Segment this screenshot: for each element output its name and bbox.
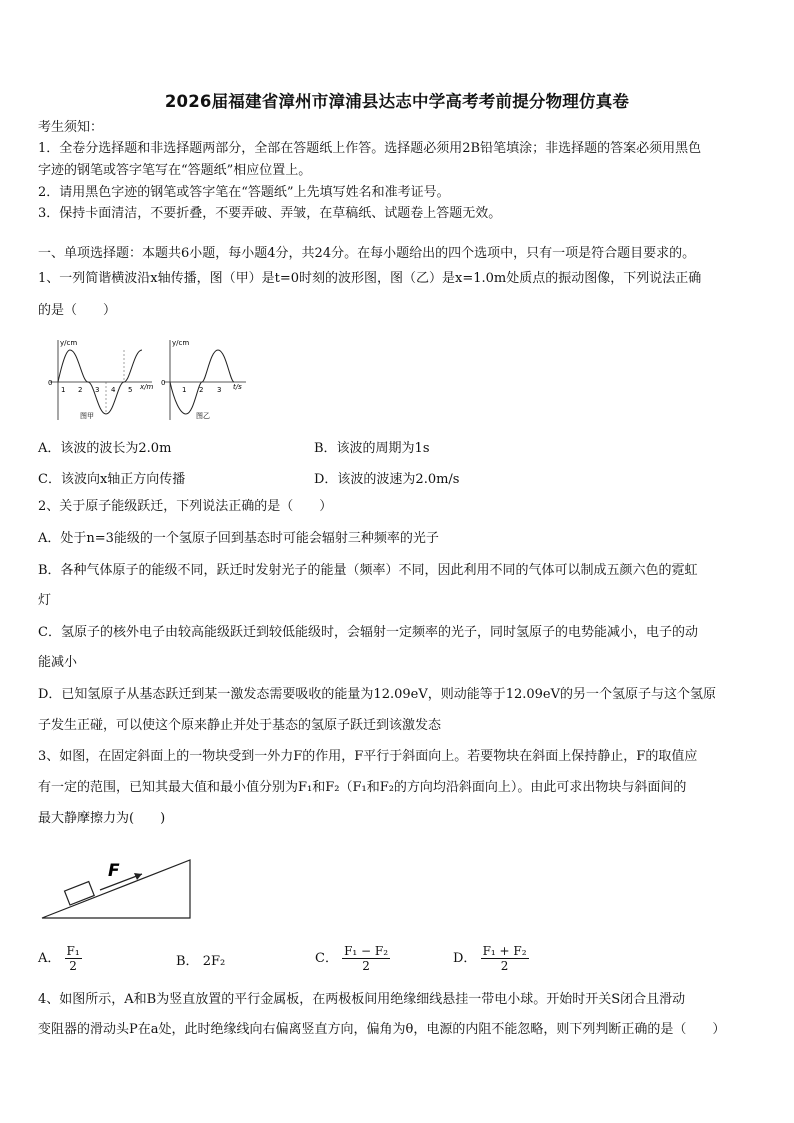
option-d: D．已知氢原子从基态跃迁到某一激发态需要吸收的能量为12.09eV，则动能等于12.09eV的另一个氢原子与这个氢原: [38, 687, 717, 702]
fraction: [481, 944, 529, 973]
force-label: F: [108, 861, 120, 881]
x-tick-label: 2: [78, 386, 83, 394]
question-3-stem: 有一定的范围，已知其最大值和最小值分别为F₁和F₂（F₁和F₂的方向均沿斜面向上）。由此可求出物块与斜面间的: [38, 780, 687, 795]
notice-item: 字迹的钢笔或答字笔写在“答题纸”相应位置上。: [38, 163, 312, 178]
option-d: [453, 944, 529, 973]
question-4-stem: 变阻器的滑动头P在a处，此时绝缘线向右偏离竖直方向，偏角为θ，电源的内阻不能忽略，则下列判断正确的是（ ）: [38, 1022, 726, 1037]
option-b: B．各种气体原子的能级不同，跃迁时发射光子的能量（频率）不同，因此利用不同的气体可以制成五颜六色的霓虹: [38, 563, 698, 578]
t-tick-label: 3: [217, 386, 222, 394]
origin-label: 0: [161, 379, 166, 387]
option-b: B．该波的周期为1s: [314, 441, 430, 456]
question-1-stem: 1、一列简谐横波沿x轴传播，图（甲）是t=0时刻的波形图，图（乙）是x=1.0m处质点的振动图像，下列说法正确: [38, 271, 702, 286]
x-tick-label: 3: [95, 386, 100, 394]
notice-item: 2．请用黑色字迹的钢笔或答字笔在“答题纸”上先填写姓名和准考证号。: [38, 185, 450, 200]
option-letter: D．: [453, 951, 477, 966]
option-a: A．该波的波长为2.0m: [38, 441, 172, 456]
y-axis-label: y/cm: [60, 339, 78, 347]
question-3-stem: 最大静摩擦力为( ): [38, 811, 166, 826]
question-4-stem: 4、如图所示，A和B为竖直放置的平行金属板，在两极板间用绝缘细线悬挂一带电小球。开始时开关S闭合且滑动: [38, 992, 686, 1007]
option-b: [176, 950, 225, 969]
option-c: C．该波向x轴正方向传播: [38, 472, 186, 487]
origin-label: 0: [48, 379, 53, 387]
numerator: F₁ − F₂: [344, 944, 389, 958]
figure-caption: 图乙: [196, 412, 210, 420]
option-d: D．该波的波速为2.0m/s: [314, 472, 460, 487]
y-axis-label: y/cm: [172, 339, 190, 347]
option-letter: A．: [38, 951, 61, 966]
question-2-stem: 2、关于原子能级跃迁，下列说法正确的是（ ）: [38, 499, 333, 514]
option-b-cont: 灯: [38, 593, 52, 608]
t-axis-label: t/s: [233, 383, 242, 391]
notice-item: 3．保持卡面清洁，不要折叠，不要弄破、弄皱，在草稿纸、试题卷上答题无效。: [38, 206, 502, 221]
block: [65, 882, 95, 905]
option-c: C．氢原子的核外电子由较高能级跃迁到较低能级时，会辐射一定频率的光子，同时氢原子的电势能减小，电子的动: [38, 625, 698, 640]
figure-caption: 图甲: [80, 412, 94, 420]
x-tick-label: 1: [61, 386, 66, 394]
question-1-stem: 的是（ ）: [38, 303, 117, 318]
option-a: [38, 944, 82, 973]
option-letter: B．: [176, 954, 199, 969]
fraction: [65, 944, 82, 973]
x-tick-label: 4: [111, 386, 116, 394]
option-c: [315, 944, 390, 973]
denominator: 2: [362, 959, 370, 973]
fraction: [342, 944, 390, 973]
incline-figure: [38, 852, 198, 924]
numerator: F₁ + F₂: [482, 944, 527, 958]
notice-heading: 考生须知：: [38, 120, 104, 135]
x-axis-label: x/m: [140, 383, 154, 391]
wave-graph-figure: [44, 336, 159, 424]
page-title: 2026届福建省漳州市漳浦县达志中学高考考前提分物理仿真卷: [164, 92, 630, 111]
vibration-graph-figure: [160, 336, 255, 424]
expression: 2F₂: [202, 954, 226, 969]
question-3-stem: 3、如图，在固定斜面上的一物块受到一外力F的作用，F平行于斜面向上。若要物块在斜面上保持静止，F的取值应: [38, 749, 698, 764]
option-a: A．处于n=3能级的一个氢原子回到基态时可能会辐射三种频率的光子: [38, 531, 439, 546]
option-c-cont: 能减小: [38, 655, 78, 670]
notice-item: 1．全卷分选择题和非选择题两部分，全部在答题纸上作答。选择题必须用2B铅笔填涂；非选择题的答案必须用黑色: [38, 141, 702, 156]
option-d-cont: 子发生正碰，可以使这个原来静止并处于基态的氢原子跃迁到该激发态: [38, 718, 442, 733]
section-heading: 一、单项选择题：本题共6小题，每小题4分，共24分。在每小题给出的四个选项中，只有一项是符合题目要求的。: [38, 246, 696, 261]
t-tick-label: 2: [199, 386, 204, 394]
x-tick-label: 5: [128, 386, 133, 394]
t-tick-label: 1: [182, 386, 187, 394]
option-letter: C．: [315, 951, 338, 966]
denominator: 2: [500, 959, 509, 973]
denominator: 2: [69, 959, 77, 973]
numerator: F₁: [66, 944, 80, 958]
